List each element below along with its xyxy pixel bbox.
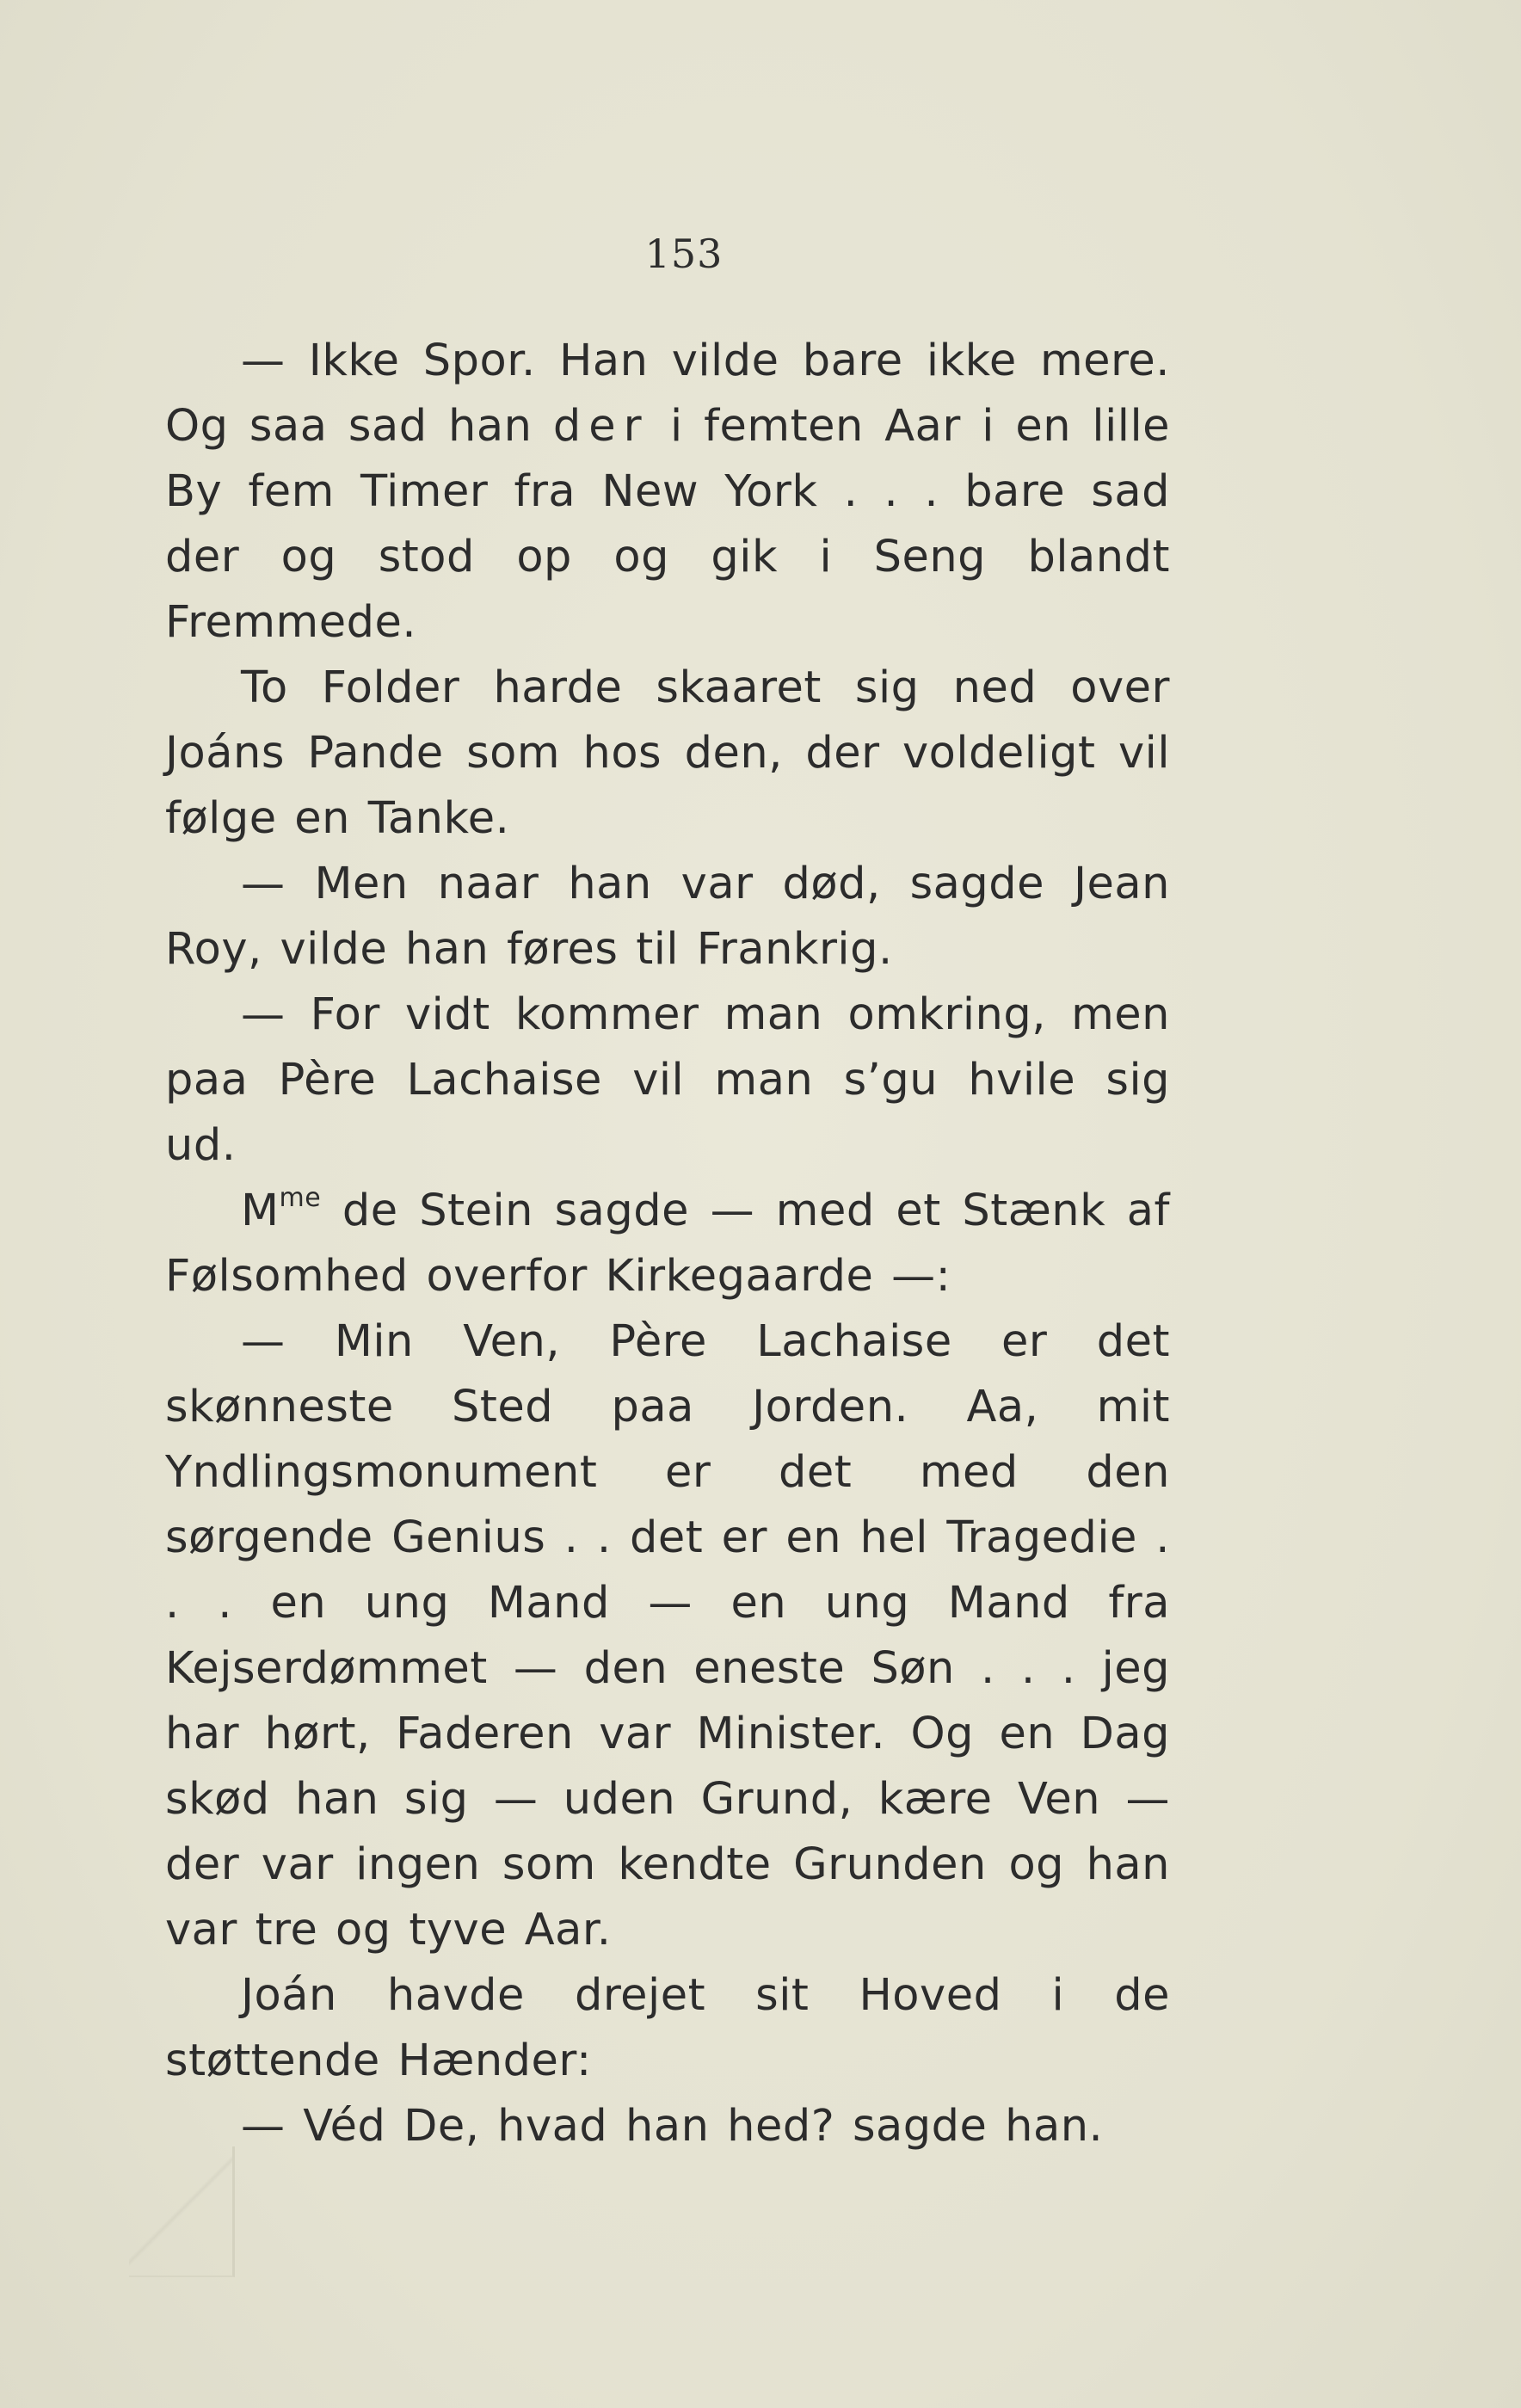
paragraph: — For vidt kommer man omkring, men paa Père Lachaise vil man s’gu hvile sig ud. bbox=[165, 989, 1170, 1171]
paragraph: — Min Ven, Père Lachaise er det skønneste Sted paa Jorden. Aa, mit Yndlingsmonument er det med den sørgende Genius . . det er en hel Tragedie . . . en ung Mand — en ung Mand fra Kejserdømmet — den eneste Søn . . . jeg har hørt, Faderen var Minister. Og en Dag skød han sig — uden Grund, kære Ven — der var ingen som kendte Grunden og han var tre og tyve Aar. bbox=[165, 1316, 1170, 1955]
paragraph-text: i femten Aar i en lille By fem Timer fra New York . . . bare sad der og stod op og gik i Seng blandt Fremmede. bbox=[165, 401, 1170, 648]
title-abbreviation: M bbox=[241, 1186, 280, 1236]
paragraph bbox=[165, 1179, 1170, 1309]
paragraph-text: de Stein sagde — med et Stænk af Følsomhed overfor Kirkegaarde —: bbox=[165, 1186, 1170, 1302]
page-number: 153 bbox=[644, 231, 724, 277]
paragraph: To Folder harde skaaret sig ned over Joáns Pande som hos den, der voldeligt vil følge en Tanke. bbox=[165, 662, 1170, 844]
paragraph: — Véd De, hvad han hed? sagde han. bbox=[241, 2101, 1104, 2152]
paragraph bbox=[165, 329, 1170, 656]
superscript: me bbox=[279, 1183, 322, 1213]
paragraph: Joán havde drejet sit Hoved i de støttende Hænder: bbox=[165, 1970, 1170, 2086]
spaced-word: der bbox=[552, 401, 650, 452]
paragraph-text: — Ikke Spor. Han vilde bare ikke mere. Og saa sad han bbox=[165, 336, 1170, 452]
paragraph: — Men naar han var død, sagde Jean Roy, vilde han føres til Frankrig. bbox=[165, 859, 1170, 975]
text-body bbox=[165, 329, 1170, 2159]
page-fold-mark bbox=[129, 2146, 235, 2277]
